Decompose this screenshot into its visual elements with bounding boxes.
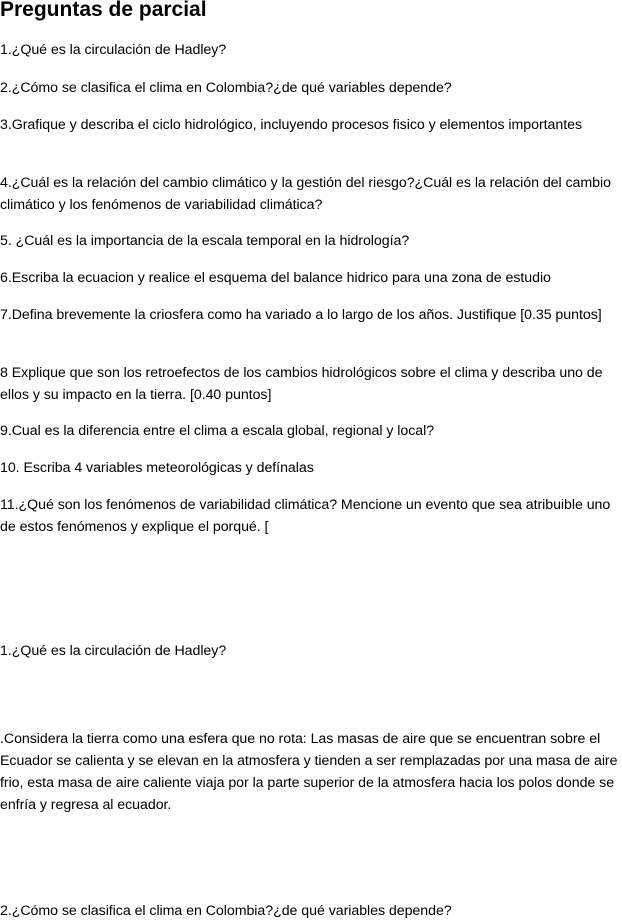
- answer-1-text: .Considera la tierra como una esfera que no rota: Las masas de aire que se encuentran sobre el Ecuador se calienta y se elevan en la atmosfera y tienden a ser remplazadas por una masa de aire frio, esta masa de aire caliente viaja por la parte superior de la atmosfera hacia los polos donde se enfría y regresa al ecuador.: [0, 731, 618, 813]
- question-1: 1.¿Qué es la circulación de Hadley?: [0, 42, 227, 58]
- question-9: 9.Cual es la diferencia entre el clima a escala global, regional y local?: [0, 423, 435, 439]
- question-3: 3.Grafique y describa el ciclo hidrológico, incluyendo procesos fisico y elementos importantes: [0, 117, 583, 133]
- question-6: 6.Escriba la ecuacion y realice el esquema del balance hidrico para una zona de estudio: [0, 270, 551, 286]
- question-2: 2.¿Cómo se clasifica el clima en Colombia?¿de qué variables depende?: [0, 80, 452, 96]
- question-7: 7.Defina brevemente la criosfera como ha variado a lo largo de los años. Justifique [0.35 puntos]: [0, 307, 602, 323]
- question-11: 11.¿Qué son los fenómenos de variabilidad climática? Mencione un evento que sea atribuible uno de estos fenómenos y explique el porqué. [: [0, 497, 611, 535]
- document-title: Preguntas de parcial: [0, 0, 207, 21]
- question-4: 4.¿Cuál es la relación del cambio climático y la gestión del riesgo?¿Cuál es la relación del cambio climático y los fenómenos de variabilidad climática?: [0, 175, 611, 213]
- question-10: 10. Escriba 4 variables meteorológicas y defínalas: [0, 460, 314, 476]
- answer-1-heading: 1.¿Qué es la circulación de Hadley?: [0, 643, 227, 659]
- answer-2-heading: 2.¿Cómo se clasifica el clima en Colombia?¿de qué variables depende?: [0, 903, 452, 919]
- question-8: 8 Explique que son los retroefectos de los cambios hidrológicos sobre el clima y describa uno de ellos y su impacto en la tierra. [0.40 puntos]: [0, 365, 603, 403]
- question-5: 5. ¿Cuál es la importancia de la escala temporal en la hidrología?: [0, 233, 410, 249]
